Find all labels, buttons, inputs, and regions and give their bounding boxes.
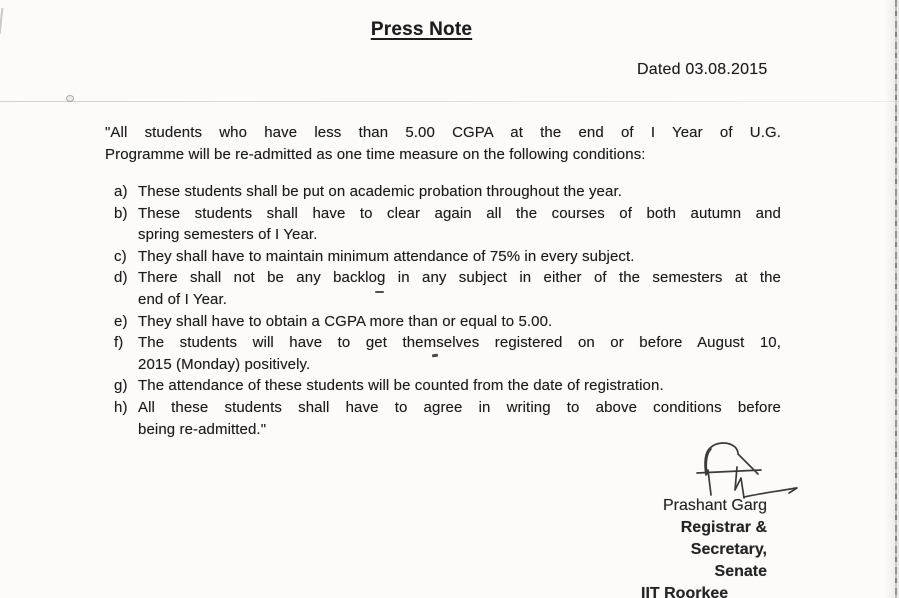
signatory-title-2: Secretary, Senate bbox=[690, 541, 767, 580]
condition-item-c bbox=[114, 246, 781, 268]
signatory-institute: IIT Roorkee bbox=[641, 585, 729, 598]
intro-line-2: Programme will be re-admitted as one time measure on the following conditions: bbox=[105, 145, 646, 163]
condition-item-b bbox=[114, 203, 781, 246]
item-label: h) bbox=[114, 398, 128, 416]
item-label: f) bbox=[114, 334, 124, 352]
item-text bbox=[138, 397, 781, 440]
scan-speck bbox=[66, 95, 74, 102]
condition-item-a bbox=[114, 181, 781, 203]
item-line: The students will have to get themselves registered on or before August 10, bbox=[138, 334, 781, 352]
item-text bbox=[138, 203, 781, 246]
item-line: These students shall be put on academic probation throughout the year. bbox=[138, 183, 622, 200]
page-title: Press Note bbox=[370, 19, 473, 40]
item-text bbox=[138, 311, 781, 333]
item-text bbox=[138, 332, 781, 375]
condition-item-h bbox=[114, 397, 781, 440]
item-line: spring semesters of I Year. bbox=[138, 226, 318, 244]
scan-edge-line bbox=[895, 0, 897, 598]
signature-icon bbox=[695, 441, 805, 503]
condition-item-d bbox=[114, 267, 781, 310]
item-line: They shall have to obtain a CGPA more than or equal to 5.00. bbox=[138, 312, 553, 330]
date-line: Dated 03.08.2015 bbox=[637, 61, 768, 78]
condition-item-e bbox=[114, 311, 781, 333]
scan-fold-line bbox=[0, 101, 899, 102]
item-label: b) bbox=[114, 204, 128, 222]
item-line: These students shall have to clear again all the courses of both autumn and bbox=[138, 204, 781, 222]
item-line: end of I Year. bbox=[138, 290, 227, 308]
item-label: c) bbox=[114, 247, 127, 265]
item-line: All these students shall have to agree in writing to above conditions before bbox=[138, 398, 781, 416]
item-label: a) bbox=[114, 183, 128, 200]
condition-item-g bbox=[114, 375, 781, 397]
item-text bbox=[138, 375, 781, 397]
intro-line-1: "All students who have less than 5.00 CGPA at the end of I Year of U.G. bbox=[105, 124, 781, 141]
signatory-title-1: Registrar & bbox=[680, 519, 767, 536]
conditions-list bbox=[114, 181, 781, 440]
item-line: They shall have to maintain minimum attendance of 75% in every subject. bbox=[138, 247, 635, 265]
item-label: g) bbox=[114, 377, 128, 395]
item-text bbox=[138, 181, 781, 203]
intro-paragraph bbox=[105, 122, 781, 165]
item-line: being re-admitted." bbox=[138, 420, 267, 438]
item-label: d) bbox=[114, 269, 128, 287]
signatory-name: Prashant Garg bbox=[662, 497, 767, 514]
item-line: The attendance of these students will be counted from the date of registration. bbox=[138, 377, 664, 395]
item-text bbox=[138, 267, 781, 310]
condition-item-f bbox=[114, 332, 781, 375]
signature-block bbox=[641, 495, 767, 598]
item-line: 2015 (Monday) positively. bbox=[138, 355, 311, 373]
item-line: There shall not be any backlog in any subject in either of the semesters at the bbox=[138, 269, 781, 287]
item-text bbox=[138, 246, 781, 268]
item-label: e) bbox=[114, 312, 128, 330]
